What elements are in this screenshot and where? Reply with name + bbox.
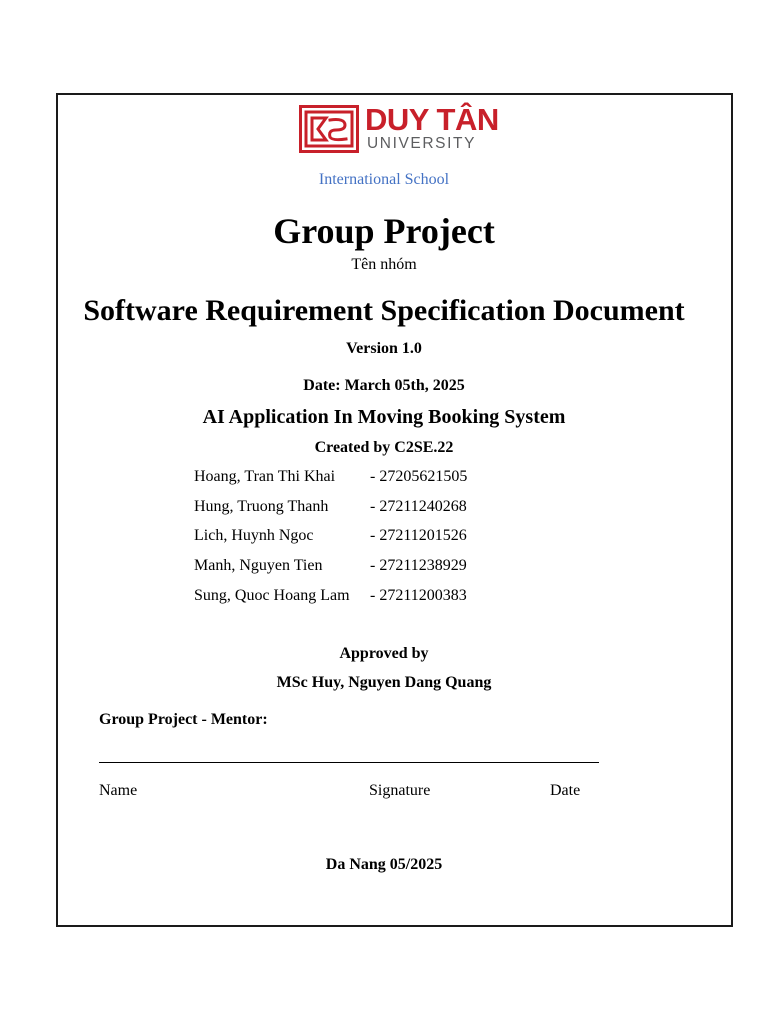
member-row: [194, 498, 494, 522]
document-date: Date: March 05th, 2025: [303, 377, 465, 394]
logo-subtitle: UNIVERSITY: [367, 135, 477, 152]
member-row: [194, 587, 494, 611]
member-name: Lich, Huynh Ngoc: [194, 527, 314, 544]
member-name: Sung, Quoc Hoang Lam: [194, 587, 350, 604]
document-title: Software Requirement Specification Document: [83, 294, 685, 327]
member-name: Hoang, Tran Thi Khai: [194, 468, 336, 485]
document-version: Version 1.0: [346, 340, 422, 357]
member-row: [194, 527, 494, 551]
footer-place-date: Da Nang 05/2025: [325, 856, 443, 873]
duy-tan-emblem-icon: [299, 105, 359, 153]
member-name: Manh, Nguyen Tien: [194, 557, 323, 574]
project-subject: AI Application In Moving Booking System: [202, 406, 566, 428]
mentor-label: Group Project - Mentor:: [99, 711, 268, 728]
logo-wordmark: DUY TÂN: [365, 102, 499, 137]
member-id: - 27211200383: [370, 587, 467, 604]
member-row: [194, 557, 494, 581]
member-row: [194, 468, 494, 492]
signature-line: [99, 762, 599, 763]
signature-date-label: Date: [550, 782, 581, 799]
page-title: Group Project: [273, 211, 495, 251]
group-name: Tên nhóm: [351, 256, 417, 273]
school-name: International School: [318, 171, 450, 188]
university-logo: [299, 102, 499, 153]
member-id: - 27205621505: [370, 468, 468, 485]
member-id: - 27211201526: [370, 527, 467, 544]
signature-signature-label: Signature: [369, 782, 431, 799]
approved-by-label: Approved by: [339, 645, 429, 662]
created-by: Created by C2SE.22: [314, 439, 454, 456]
member-name: Hung, Truong Thanh: [194, 498, 329, 515]
member-id: - 27211240268: [370, 498, 467, 515]
approver-name: MSc Huy, Nguyen Dang Quang: [276, 674, 492, 691]
member-id: - 27211238929: [370, 557, 467, 574]
signature-name-label: Name: [99, 782, 138, 799]
